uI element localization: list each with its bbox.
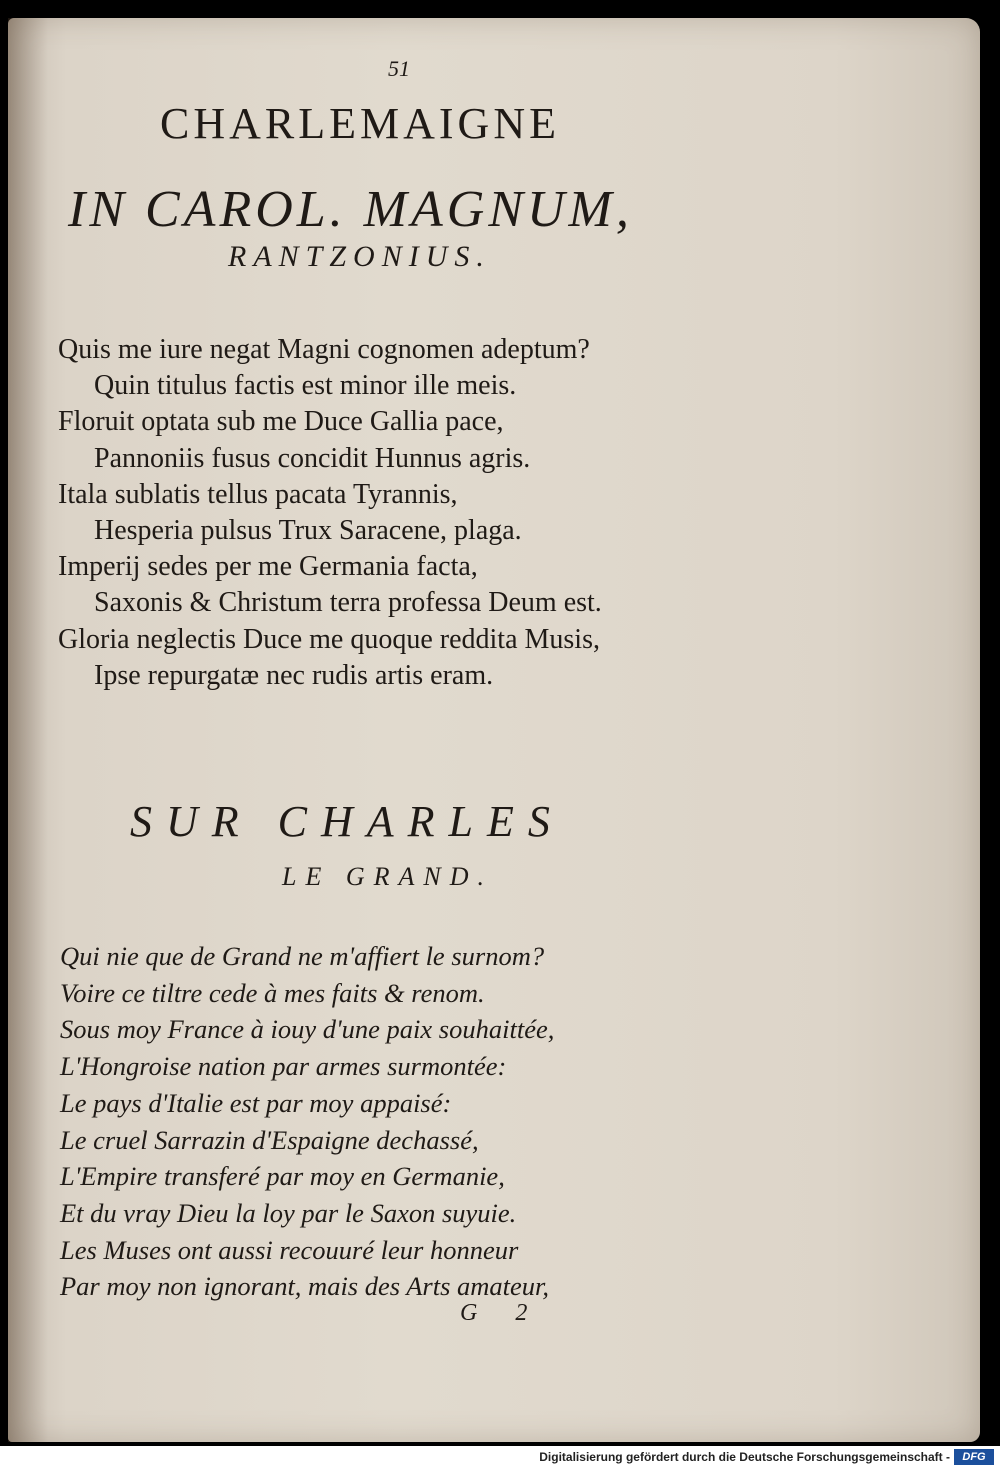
page-number: 51 [388, 56, 410, 81]
dfg-logo: DFG [954, 1449, 994, 1465]
poem-line: Gloria neglectis Duce me quoque reddita Musis, [58, 623, 600, 655]
page-gutter-shadow [8, 18, 48, 1442]
poem-line: Quis me iure negat Magni cognomen adeptum? [58, 334, 590, 365]
poem-line: Quin titulus factis est minor ille meis. [94, 370, 517, 402]
french-title: SUR CHARLES [130, 797, 564, 846]
signature-mark: G 2 [460, 1300, 544, 1326]
poem-line: Les Muses ont aussi recouuré leur honneur [60, 1234, 519, 1265]
running-header: CHARLEMAIGNE [160, 99, 560, 148]
poem-line: Sous moy France à iouy d'une paix souhaittée, [60, 1014, 555, 1045]
poem-line: Hesperia pulsus Trux Saracene, plaga. [94, 515, 522, 547]
footer-bar [0, 1446, 1000, 1470]
poem-line: Par moy non ignorant, mais des Arts amateur, [60, 1271, 550, 1302]
poem-line: Et du vray Dieu la loy par le Saxon suyuie. [60, 1197, 517, 1228]
poem-line: Le cruel Sarrazin d'Espaigne dechassé, [60, 1124, 479, 1155]
poem-line: Ipse repurgatæ nec rudis artis eram. [94, 659, 494, 691]
poem-line: Le pays d'Italie est par moy appaisé: [60, 1087, 452, 1118]
poem-line: Imperij sedes per me Germania facta, [58, 551, 478, 583]
poem-line: L'Empire transferé par moy en Germanie, [60, 1161, 505, 1192]
footer-credit: Digitalisierung gefördert durch die Deutsche Forschungsgemeinschaft - [539, 1450, 950, 1464]
latin-author: RANTZONIUS. [228, 240, 491, 273]
latin-title: IN CAROL. MAGNUM, [68, 181, 633, 238]
poem-line: Floruit optata sub me Duce Gallia pace, [58, 406, 504, 438]
poem-line: Voire ce tiltre cede à mes faits & renom. [60, 977, 485, 1008]
french-poem [60, 938, 554, 1305]
poem-line: L'Hongroise nation par armes surmontée: [60, 1051, 507, 1082]
poem-line: Itala sublatis tellus pacata Tyrannis, [58, 478, 458, 510]
latin-poem [58, 332, 602, 694]
poem-line: Pannoniis fusus concidit Hunnus agris. [94, 442, 531, 474]
poem-line: Qui nie que de Grand ne m'affiert le surnom? [60, 941, 545, 971]
french-subtitle: LE GRAND. [282, 862, 493, 891]
poem-line: Saxonis & Christum terra professa Deum est. [94, 587, 602, 619]
